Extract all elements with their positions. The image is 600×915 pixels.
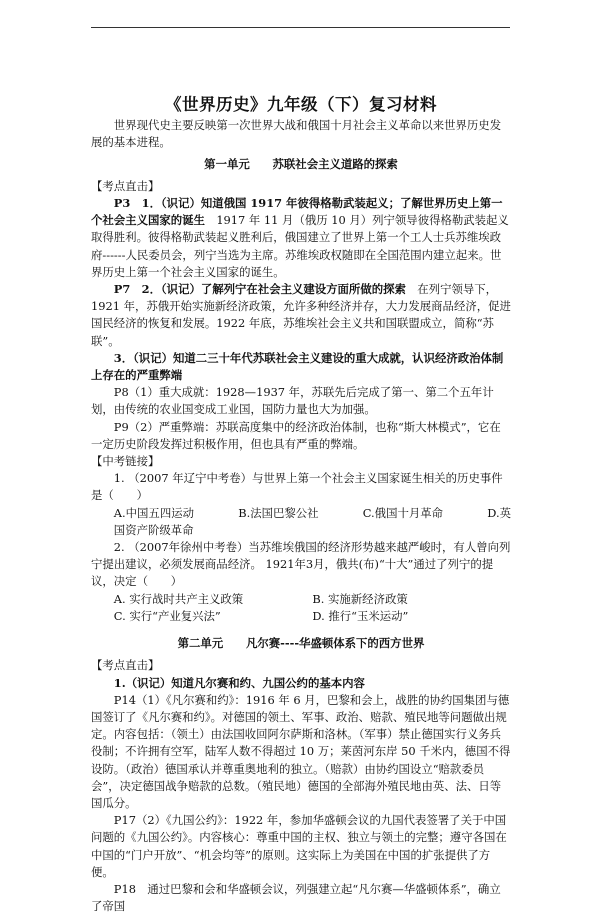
unit1-point1-text: 1917 年 11 月（俄历 10 月）列宁领导彼得格勒武装起义取得胜利。彼得格勒武装起义胜利后，俄国建立了世界上第一个工人士兵苏维埃政府------人民委员会，列宁当选为主席。苏维埃政权随即在全国范围内建立起来。世界历史上第一个社会主义国家的诞生。 (91, 213, 509, 279)
question-1-option-c: C.俄国十月革命 (362, 505, 444, 520)
question-2-option-a: A. 实行战时共产主义政策 (113, 591, 244, 606)
unit2-heading: 第二单元 凡尔赛----华盛顿体系下的西方世界 (177, 636, 425, 651)
unit1-point3-achievements: P8（1）重大成就：1928—1937 年，苏联先后完成了第一、第二个五年计划，由传统的农业国变成工业国，国防力量也大为加强。 (91, 385, 494, 417)
unit2-system-paragraph: P18 通过巴黎和会和华盛顿会议，列强建立起“凡尔赛—华盛顿体系”，确立了帝国 (91, 881, 501, 914)
unit1-point3-lead: 3．（识记）知道二三十年代苏联社会主义建设的重大成就，认识经济政治体制上存在的严重弊端 (91, 350, 504, 383)
header-rule (91, 27, 510, 28)
unit1-point2-text: 在列宁领导下，1921 年，苏俄开始实施新经济政策，允许多种经济并存，大力发展商品经济，促进国民经济的恢复和发展。1922 年底，苏维埃社会主义共和国联盟成立，简称“苏联”。 (91, 282, 511, 348)
unit2-point1-lead: 1.（识记）知道凡尔赛和约、九国公约的基本内容 (113, 675, 365, 690)
unit1-point3-drawbacks: P9（2）严重弊端：苏联高度集中的经济政治体制，也称“斯大林模式”，它在一定历史阶段发挥过积极作用，但也具有严重的弊端。 (91, 419, 501, 451)
unit1-section-tag: 【考点直击】 (91, 178, 160, 193)
question-2-option-b: B. 实施新经济政策 (312, 591, 408, 606)
unit1-point1 (91, 195, 511, 281)
unit1-point1-lead: P3 1．（识记）知道俄国 1917 年彼得格勒武装起义；了解世界历史上第一个社会主义国家的诞生 (91, 196, 503, 228)
question-1-options (91, 505, 511, 522)
unit1-heading: 第一单元 苏联社会主义道路的探索 (204, 156, 398, 171)
question-2-option-d: D. 推行“玉米运动” (312, 608, 409, 623)
unit1-point2-lead: P7 2．（识记）了解列宁在社会主义建设方面所做的探索 (113, 282, 406, 297)
unit1-point2 (91, 281, 511, 350)
unit2-section-tag: 【考点直击】 (91, 658, 160, 673)
question-2-option-c: C. 实行“产业复兴法” (113, 608, 221, 623)
question-1-option-a: A.中国五四运动 (113, 505, 194, 520)
question-1: 1. （2007 年辽宁中考卷）与世界上第一个社会主义国家诞生相关的历史事件是（ ） (91, 471, 503, 503)
document-page (91, 96, 511, 915)
question-2-options-row2 (91, 608, 511, 625)
unit1-link-tag: 【中考链接】 (91, 454, 160, 469)
question-1-option-d: D.英 (487, 505, 511, 520)
unit2-nine-power-treaty: P17（2）《九国公约》：1922 年，参加华盛顿会议的九国代表签署了关于中国问题的《九国公约》。内容核心：尊重中国的主权、独立与领土的完整；遵守各国在中国的“门户开放”、“机会均等”的原则。这实际上为美国在中国的扩张提供了方便。 (91, 813, 507, 879)
question-2-options-row1 (91, 591, 511, 608)
question-2: 2. （2007年徐州中考卷）当苏维埃俄国的经济形势越来越严峻时，有人曾向列宁提出建议，必须发展商品经济。 1921年3月，俄共(布)“十大”通过了列宁的提议，决定（ ） (91, 540, 511, 589)
unit2-versailles-treaty: P14（1）《凡尔赛和约》：1916 年 6 月，巴黎和会上，战胜的协约国集团与德国签订了《凡尔赛和约》。对德国的领土、军事、政治、赔款、殖民地等问题做出规定。内容包括：（领土）由法国收回阿尔萨斯和洛林。（军事）禁止德国实行义务兵役制；不许拥有空军，陆军人数不得超过 10 万；莱茵河东岸 50 千米内，德国不得设防。（政治）德国承认并尊重奥地利的独立。（赔款）由协约国设立“赔款委员会”，决定德国战争赔款的总数。（殖民地）德国的全部海外殖民地由英、法、日等国瓜分。 (91, 692, 511, 810)
question-1-option-b: B.法国巴黎公社 (238, 505, 319, 520)
intro-paragraph: 世界现代史主要反映第一次世界大战和俄国十月社会主义革命以来世界历史发展的基本进程。 (91, 118, 502, 150)
question-1-option-d-continued: 国资产阶级革命 (113, 522, 194, 537)
page-title: 《世界历史》九年级（下）复习材料 (165, 95, 437, 114)
